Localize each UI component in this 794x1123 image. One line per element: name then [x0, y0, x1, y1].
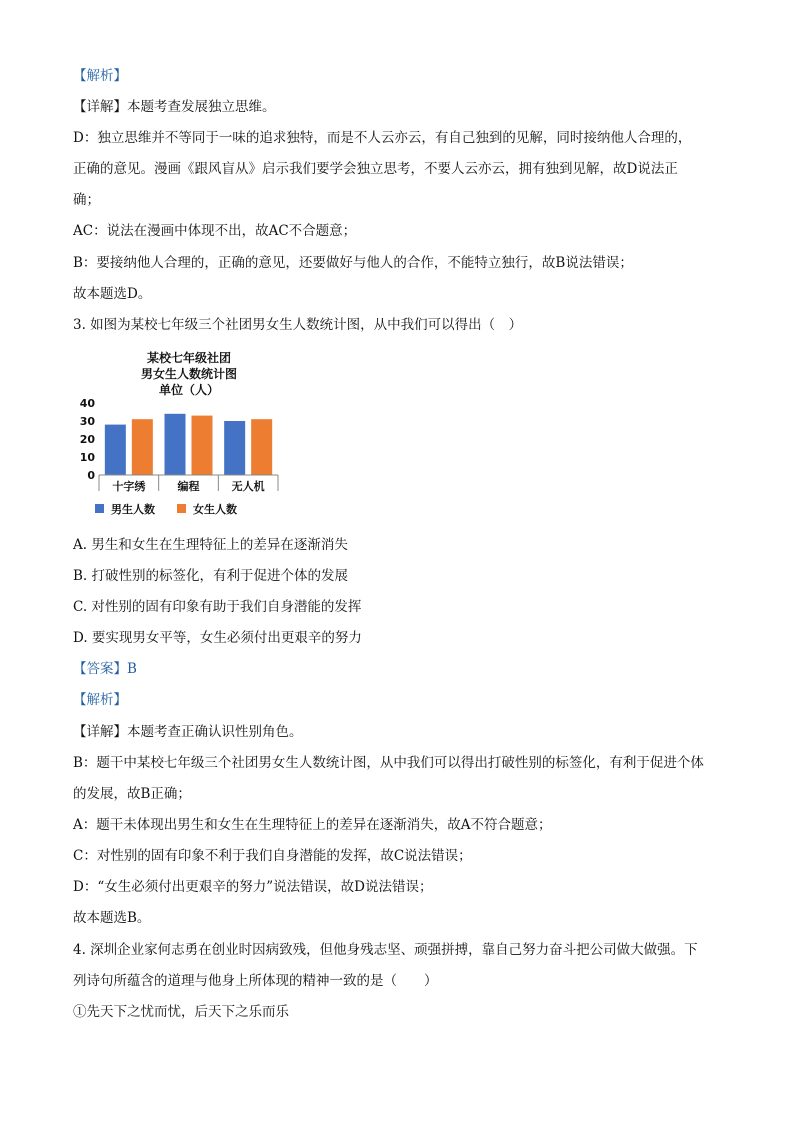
text-line: AC：说法在漫画中体现不出，故AC不合题意； — [73, 223, 357, 239]
text-line: D：独立思维并不等同于一味的追求独特，而是不人云亦云，有自己独到的见解，同时接纳他人合理的， — [73, 130, 692, 146]
text-line: C：对性别的固有印象不利于我们自身潜能的发挥，故C说法错误； — [73, 848, 472, 864]
question-4: 4. 深圳企业家何志勇在创业时因病致残，但他身残志坚、顽强拼搏，靠自己努力奋斗把公司做大做强。下 — [73, 942, 698, 958]
detail-line: 【详解】本题考查发展独立思维。 — [73, 99, 276, 115]
bar-female — [132, 419, 153, 475]
option-c: C. 对性别的固有印象有助于我们自身潜能的发挥 — [73, 599, 362, 615]
text-line: 确； — [73, 192, 100, 208]
text-line: 故本题选D。 — [73, 286, 152, 302]
legend-swatch — [95, 504, 104, 513]
text-line: 的发展，故B正确； — [73, 786, 191, 802]
text-line: 故本题选B。 — [73, 910, 151, 926]
text-line: B：要接纳他人合理的，正确的意见，还要做好与他人的合作，不能特立独行，故B说法错误； — [73, 255, 633, 271]
bar-chart — [73, 348, 293, 523]
legend-swatch — [177, 504, 186, 513]
chart-title-line-2: 男女生人数统计图 — [140, 367, 238, 381]
bar-female — [251, 419, 272, 475]
bar-male — [105, 425, 126, 475]
legend-label: 男生人数 — [111, 503, 155, 516]
bar-male — [224, 421, 245, 475]
answer-heading: 【答案】B — [73, 661, 137, 677]
detail-line: 【详解】本题考查正确认识性别角色。 — [73, 724, 303, 740]
legend-label: 女生人数 — [193, 503, 237, 516]
x-tick-label: 十字绣 — [112, 480, 146, 493]
chart-title-line-3: 单位（人） — [158, 383, 220, 397]
text-line: D：“女生必须付出更艰辛的努力”说法错误，故D说法错误； — [73, 879, 433, 895]
x-tick-label: 无人机 — [231, 480, 265, 493]
bar-female — [192, 416, 213, 475]
text-line: ①先天下之忧而忧，后天下之乐而乐 — [73, 1004, 289, 1020]
analysis-heading: 【解析】 — [73, 692, 127, 708]
bar-male — [165, 414, 186, 475]
y-tick-label: 10 — [79, 451, 95, 464]
y-tick-label: 40 — [79, 397, 95, 410]
text-line: A：题干未体现出男生和女生在生理特征上的差异在逐渐消失，故A不符合题意； — [73, 817, 552, 833]
analysis-heading: 【解析】 — [73, 68, 127, 84]
text-line: B：题干中某校七年级三个社团男女生人数统计图，从中我们可以得出打破性别的标签化，有利于促进个体 — [73, 755, 704, 771]
y-tick-label: 0 — [87, 469, 95, 482]
option-a: A. 男生和女生在生理特征上的差异在逐渐消失 — [73, 537, 348, 553]
option-d: D. 要实现男女平等，女生必须付出更艰辛的努力 — [73, 630, 362, 646]
question-3: 3. 如图为某校七年级三个社团男女生人数统计图，从中我们可以得出（ ） — [73, 317, 523, 333]
y-tick-label: 20 — [79, 433, 95, 446]
y-tick-label: 30 — [79, 415, 95, 428]
text-line: 正确的意见。漫画《跟风盲从》启示我们要学会独立思考，不要人云亦云，拥有独到见解，故D说法正 — [73, 161, 678, 177]
chart-title-line-1: 某校七年级社团 — [146, 351, 232, 365]
text-line: 列诗句所蕴含的道理与他身上所体现的精神一致的是（ ） — [73, 973, 438, 989]
x-tick-label: 编程 — [177, 480, 200, 493]
option-b: B. 打破性别的标签化，有利于促进个体的发展 — [73, 568, 349, 584]
